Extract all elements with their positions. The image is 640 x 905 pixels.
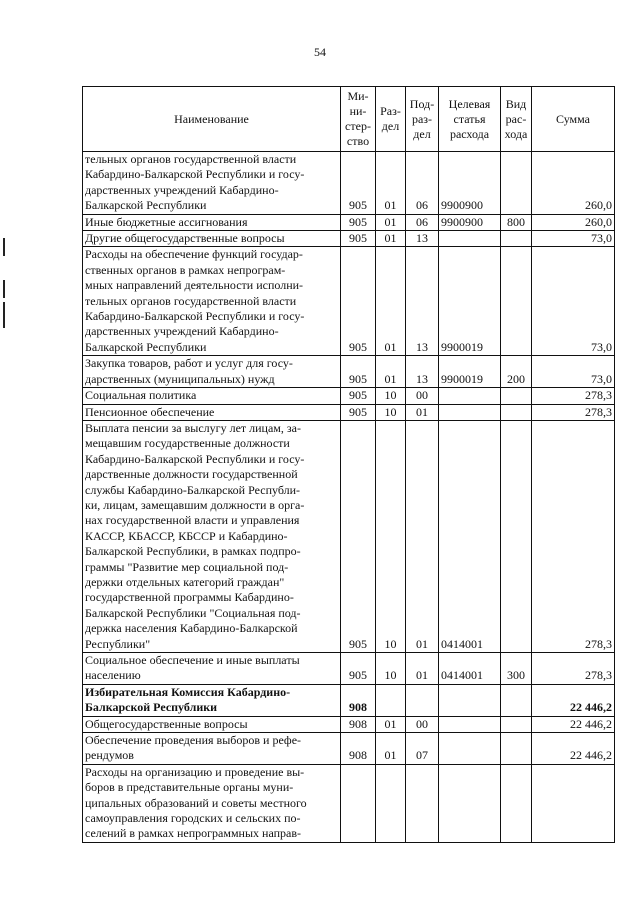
row-amount: 278,3 (532, 388, 615, 404)
row-expense-type (501, 388, 532, 404)
table-row (83, 214, 615, 230)
row-name: Социальная политика (83, 388, 341, 404)
row-subsection: 01 (406, 653, 439, 685)
row-expense-type (501, 764, 532, 842)
row-ministry: 908 (341, 716, 376, 732)
header-expense-type-text: Вид рас- хода (504, 96, 528, 141)
row-target-article (439, 733, 501, 765)
row-target-article: 9900019 (439, 247, 501, 356)
row-amount: 260,0 (532, 152, 615, 215)
row-ministry: 905 (341, 214, 376, 230)
table-row (83, 247, 615, 356)
header-expense-type (501, 87, 532, 152)
row-name: Другие общегосударственные вопросы (83, 231, 341, 247)
table-body (83, 152, 615, 843)
row-name: Расходы на организацию и проведение вы- боров в представительные органы муни- ципальных образований и советы местного самоуправления городских и сельских по- селений в рамках непрограммных направ- (83, 764, 341, 842)
row-section: 10 (376, 653, 406, 685)
row-expense-type: 300 (501, 653, 532, 685)
row-amount: 278,3 (532, 653, 615, 685)
row-subsection: 06 (406, 152, 439, 215)
row-target-article: 0414001 (439, 653, 501, 685)
row-expense-type (501, 231, 532, 247)
row-ministry: 905 (341, 404, 376, 420)
margin-mark (3, 238, 5, 256)
row-name: Общегосударственные вопросы (83, 716, 341, 732)
row-amount: 22 446,2 (532, 684, 615, 716)
budget-table (82, 86, 615, 843)
row-name: тельных органов государственной власти Кабардино-Балкарской Республики и госу- дарственных учреждений Кабардино- Балкарской Республики (83, 152, 341, 215)
row-name: Социальное обеспечение и иные выплаты населению (83, 653, 341, 685)
row-amount: 278,3 (532, 404, 615, 420)
row-expense-type (501, 684, 532, 716)
header-section-text: Раз- дел (380, 104, 401, 133)
row-target-article (439, 388, 501, 404)
row-amount: 278,3 (532, 420, 615, 652)
table-row (83, 231, 615, 247)
row-expense-type (501, 152, 532, 215)
table-row (83, 716, 615, 732)
row-expense-type (501, 733, 532, 765)
table-row (83, 684, 615, 716)
table-row (83, 356, 615, 388)
row-ministry: 905 (341, 231, 376, 247)
header-section (376, 87, 406, 152)
row-target-article: 9900019 (439, 356, 501, 388)
row-subsection: 13 (406, 356, 439, 388)
table-row (83, 653, 615, 685)
row-target-article: 9900900 (439, 214, 501, 230)
row-subsection (406, 764, 439, 842)
row-target-article (439, 404, 501, 420)
row-target-article (439, 764, 501, 842)
row-ministry: 908 (341, 684, 376, 716)
row-subsection: 01 (406, 404, 439, 420)
row-amount: 22 446,2 (532, 716, 615, 732)
table-row (83, 388, 615, 404)
header-name: Наименование (83, 87, 341, 152)
table-row (83, 764, 615, 842)
row-target-article: 9900900 (439, 152, 501, 215)
row-section (376, 764, 406, 842)
row-ministry: 905 (341, 247, 376, 356)
row-expense-type (501, 247, 532, 356)
row-section: 10 (376, 420, 406, 652)
row-subsection: 01 (406, 420, 439, 652)
row-amount: 73,0 (532, 231, 615, 247)
row-expense-type: 200 (501, 356, 532, 388)
row-ministry: 908 (341, 733, 376, 765)
margin-mark (3, 302, 5, 328)
row-amount (532, 764, 615, 842)
row-ministry (341, 764, 376, 842)
row-name: Закупка товаров, работ и услуг для госу- дарственных (муниципальных) нужд (83, 356, 341, 388)
page-number: 54 (314, 45, 326, 59)
row-section: 01 (376, 214, 406, 230)
row-target-article (439, 684, 501, 716)
row-expense-type (501, 716, 532, 732)
header-subsection-text: Под- раз- дел (409, 96, 435, 141)
header-target-article (439, 87, 501, 152)
row-name: Пенсионное обеспечение (83, 404, 341, 420)
row-section: 10 (376, 404, 406, 420)
row-ministry: 905 (341, 388, 376, 404)
row-ministry: 905 (341, 356, 376, 388)
row-name: Расходы на обеспечение функций государ- ственных органов в рамках непрограм- мных направлений деятельности исполни- тельных органов государственной власти Кабардино-Балкарской Республики и госу- дарственных учреждений Кабардино- Балкарской Республики (83, 247, 341, 356)
row-ministry: 905 (341, 152, 376, 215)
header-subsection (406, 87, 439, 152)
row-section: 01 (376, 247, 406, 356)
row-section: 10 (376, 388, 406, 404)
header-ministry (341, 87, 376, 152)
margin-mark (3, 280, 5, 298)
table-row (83, 152, 615, 215)
table-row (83, 733, 615, 765)
row-target-article: 0414001 (439, 420, 501, 652)
row-subsection (406, 684, 439, 716)
row-target-article (439, 716, 501, 732)
row-subsection: 00 (406, 716, 439, 732)
row-ministry: 905 (341, 653, 376, 685)
row-amount: 73,0 (532, 247, 615, 356)
table-row (83, 420, 615, 652)
row-ministry: 905 (341, 420, 376, 652)
header-target-article-text: Целевая статья расхода (448, 96, 491, 141)
row-section: 01 (376, 733, 406, 765)
row-expense-type (501, 420, 532, 652)
row-subsection: 00 (406, 388, 439, 404)
row-name: Избирательная Комиссия Кабардино- Балкарской Республики (83, 684, 341, 716)
table-row (83, 404, 615, 420)
row-expense-type: 800 (501, 214, 532, 230)
row-target-article (439, 231, 501, 247)
row-amount: 22 446,2 (532, 733, 615, 765)
header-ministry-text: Ми- ни- стер- ство (345, 89, 371, 148)
row-subsection: 06 (406, 214, 439, 230)
row-amount: 260,0 (532, 214, 615, 230)
row-section: 01 (376, 716, 406, 732)
row-amount: 73,0 (532, 356, 615, 388)
row-name: Выплата пенсии за выслугу лет лицам, за- мещавшим государственные должности Кабардино-Балкарской Республики и госу- дарственные должности государственной службы Кабардино-Балкарской Республи- ки, лицам, замещавшим должности в орга- нах государственной власти и управления КАССР, КБАССР, КБССР и Кабардино- Балкарской Республики, в рамках подпро- граммы "Развитие мер социальной под- держки отдельных категорий граждан" государственной программы Кабардино- Балкарской Республики "Социальная под- держка населения Кабардино-Балкарской Республики" (83, 420, 341, 652)
row-section (376, 684, 406, 716)
row-subsection: 07 (406, 733, 439, 765)
table-header-row (83, 87, 615, 152)
row-subsection: 13 (406, 231, 439, 247)
header-amount: Сумма (532, 87, 615, 152)
row-name: Иные бюджетные ассигнования (83, 214, 341, 230)
row-section: 01 (376, 231, 406, 247)
row-expense-type (501, 404, 532, 420)
row-section: 01 (376, 356, 406, 388)
row-subsection: 13 (406, 247, 439, 356)
row-name: Обеспечение проведения выборов и рефе- рендумов (83, 733, 341, 765)
row-section: 01 (376, 152, 406, 215)
